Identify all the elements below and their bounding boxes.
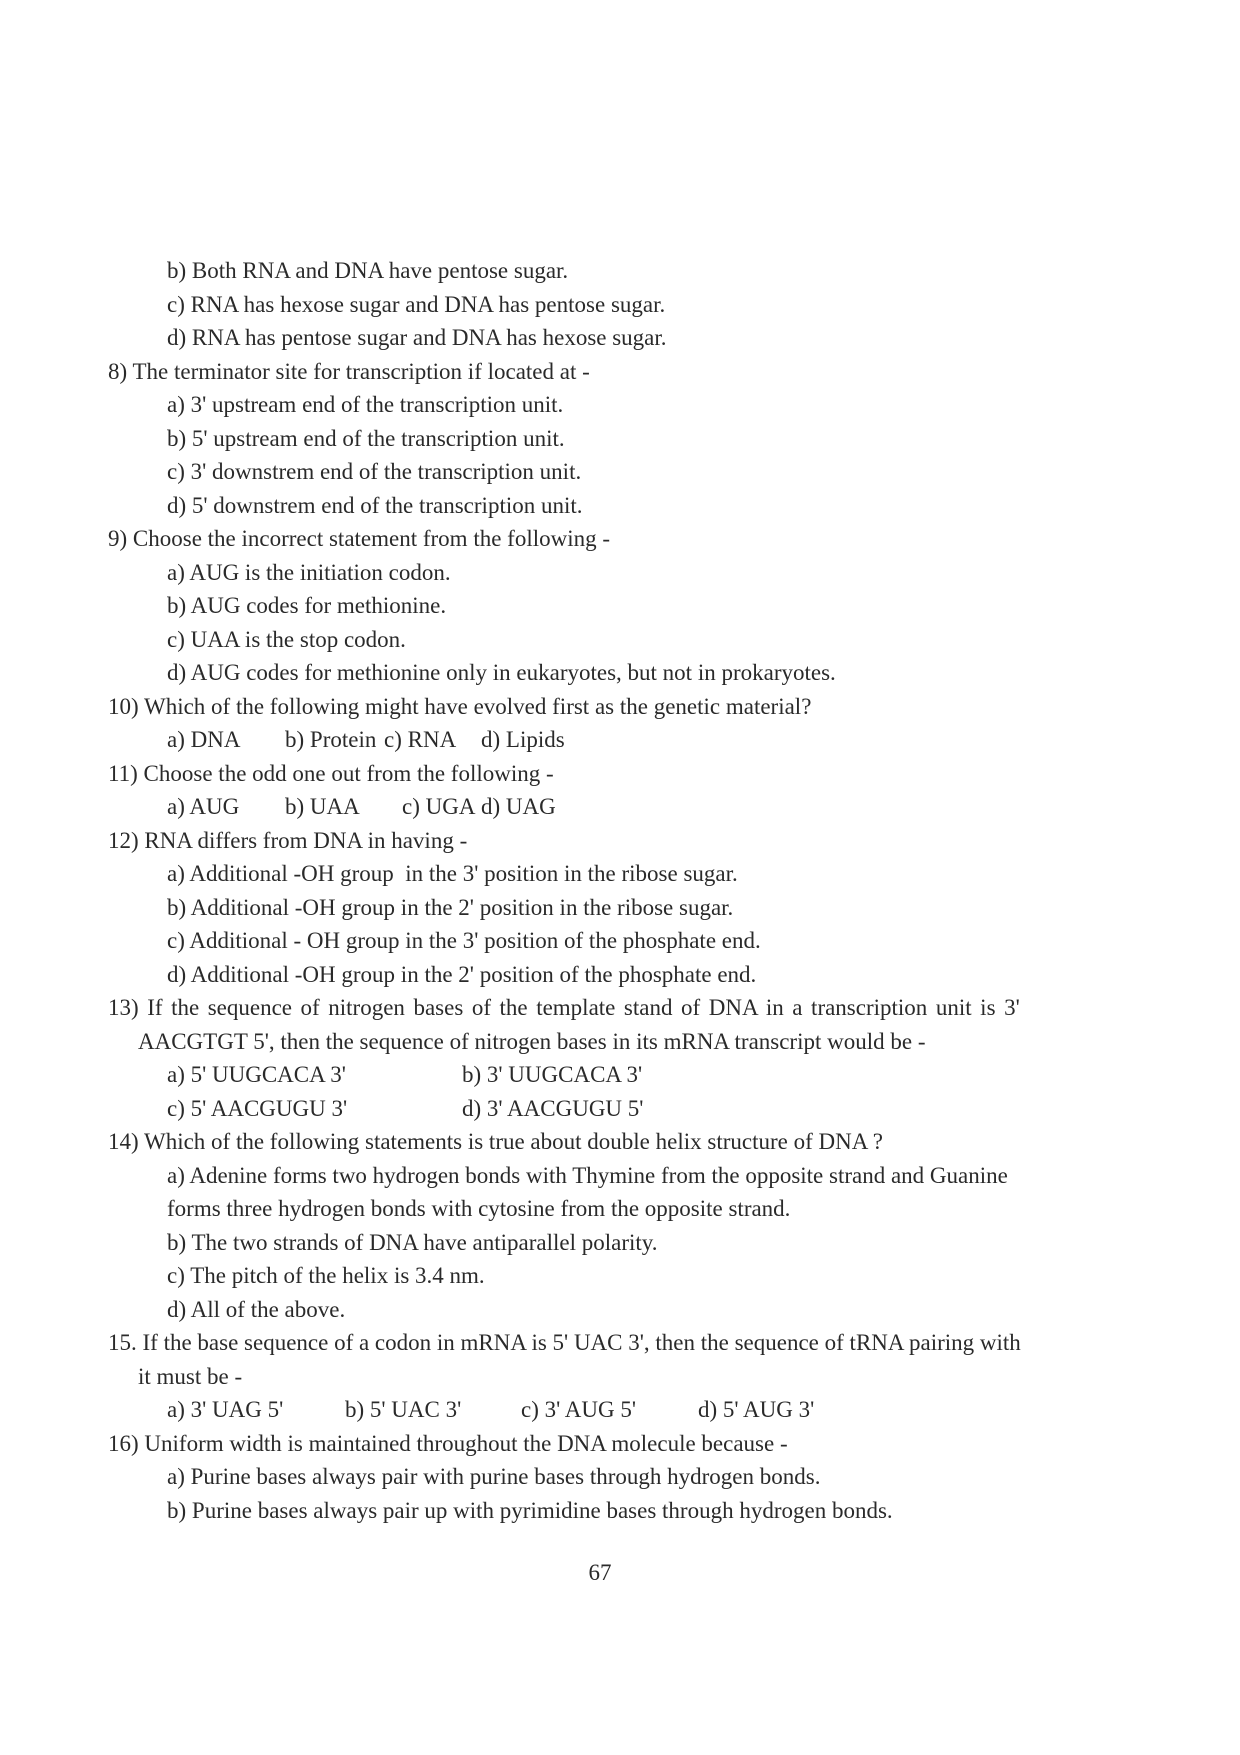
option-15d: d) 5' AUG 3' — [698, 1397, 815, 1422]
option-7d: d) RNA has pentose sugar and DNA has hexose sugar. — [167, 325, 667, 350]
question-11: 11) Choose the odd one out from the following - — [108, 760, 554, 786]
question-13-line1: 13) If the sequence of nitrogen bases of the template stand of DNA in a transcription unit is 3' — [108, 995, 1020, 1020]
question-9: 9) Choose the incorrect statement from the following - — [108, 526, 611, 551]
option-13b: b) 3' UUGCACA 3' — [462, 1062, 643, 1087]
option-13d: d) 3' AACGUGU 5' — [462, 1095, 644, 1121]
option-11a: a) AUG — [167, 794, 240, 819]
option-8c: c) 3' downstrem end of the transcription unit. — [167, 459, 582, 484]
options-15 — [108, 1393, 1108, 1427]
option-8d: d) 5' downstrem end of the transcription unit. — [167, 492, 583, 518]
question-13-line2: AACGTGT 5', then the sequence of nitrogen bases in its mRNA transcript would be - — [138, 1028, 926, 1054]
option-10b: b) Protein — [285, 727, 377, 752]
option-10a: a) DNA — [167, 727, 241, 752]
question-12: 12) RNA differs from DNA in having - — [108, 827, 468, 853]
question-10: 10) Which of the following might have evolved first as the genetic material? — [108, 693, 812, 719]
options-13-row2 — [108, 1092, 1108, 1126]
page-number: 67 — [588, 1560, 612, 1585]
option-12b: b) Additional -OH group in the 2' position in the ribose sugar. — [167, 894, 734, 920]
option-13a: a) 5' UUGCACA 3' — [167, 1062, 346, 1087]
option-9d: d) AUG codes for methionine only in eukaryotes, but not in prokaryotes. — [167, 660, 836, 685]
option-7b: b) Both RNA and DNA have pentose sugar. — [167, 258, 569, 283]
option-15b: b) 5' UAC 3' — [345, 1397, 462, 1422]
option-11b: b) UAA — [285, 794, 360, 819]
option-15a: a) 3' UAG 5' — [167, 1397, 284, 1422]
option-8a: a) 3' upstream end of the transcription unit. — [167, 392, 564, 417]
option-11d: d) UAG — [481, 794, 556, 819]
option-12a: a) Additional -OH group in the 3' position in the ribose sugar. — [167, 861, 738, 886]
options-11 — [108, 790, 1108, 824]
option-7c: c) RNA has hexose sugar and DNA has pentose sugar. — [167, 291, 666, 317]
option-9c: c) UAA is the stop codon. — [167, 626, 406, 652]
option-10c: c) RNA — [384, 727, 457, 752]
option-15c: c) 3' AUG 5' — [521, 1397, 636, 1422]
option-10d: d) Lipids — [481, 727, 565, 752]
option-8b: b) 5' upstream end of the transcription unit. — [167, 425, 565, 451]
option-12c: c) Additional - OH group in the 3' position of the phosphate end. — [167, 928, 761, 953]
question-14: 14) Which of the following statements is true about double helix structure of DNA ? — [108, 1129, 884, 1154]
question-8: 8) The terminator site for transcription if located at - — [108, 358, 590, 384]
question-16: 16) Uniform width is maintained throughout the DNA molecule because - — [108, 1430, 788, 1456]
options-10 — [108, 723, 1108, 757]
option-16a: a) Purine bases always pair with purine bases through hydrogen bonds. — [167, 1464, 821, 1489]
option-13c: c) 5' AACGUGU 3' — [167, 1095, 348, 1121]
option-9b: b) AUG codes for methionine. — [167, 593, 447, 618]
option-14d: d) All of the above. — [167, 1296, 346, 1322]
question-15-line1: 15. If the base sequence of a codon in mRNA is 5' UAC 3', then the sequence of tRNA pairing with — [108, 1330, 1021, 1355]
options-13-row1 — [108, 1058, 1108, 1092]
option-14c: c) The pitch of the helix is 3.4 nm. — [167, 1263, 485, 1288]
option-14b: b) The two strands of DNA have antiparallel polarity. — [167, 1229, 658, 1255]
option-16b: b) Purine bases always pair up with pyrimidine bases through hydrogen bonds. — [167, 1497, 893, 1523]
question-list — [108, 254, 1108, 1527]
option-11c: c) UGA — [402, 794, 476, 819]
option-14a-line2: forms three hydrogen bonds with cytosine from the opposite strand. — [167, 1196, 791, 1221]
option-9a: a) AUG is the initiation codon. — [167, 559, 451, 585]
option-14a-line1: a) Adenine forms two hydrogen bonds with Thymine from the opposite strand and Guanine — [167, 1162, 1008, 1188]
question-15-line2: it must be - — [138, 1363, 243, 1389]
option-12d: d) Additional -OH group in the 2' position of the phosphate end. — [167, 961, 757, 987]
